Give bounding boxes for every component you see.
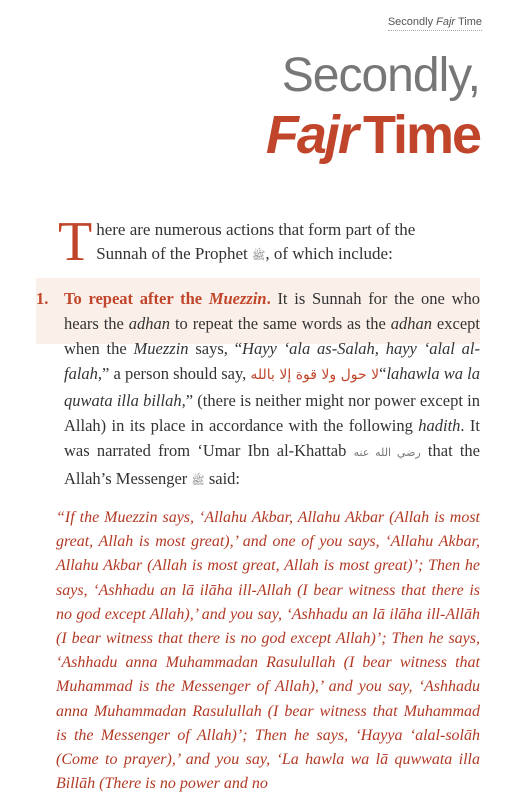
item-text-4-italic: Hayy ‘ala as-Salah, hayy ‘alal al-falah, [64,339,480,383]
intro-paragraph [58,211,462,273]
running-head [388,16,482,31]
honorific-pbuh-icon: ﷺ [191,475,205,487]
item-text-2: to repeat the same words as the [170,314,391,333]
chapter-title-fajr: Fajr [265,105,357,165]
item-text-1: It is Sunnah for the one who hears the [64,289,480,333]
item-heading-b: Muezzin [208,289,267,308]
honorific-radiallahu-icon: رضي الله عنه [353,447,421,459]
list-number: 1. [36,289,49,308]
item-text-6: “ [379,364,387,383]
item-text-10: said: [204,469,240,488]
running-head-suffix: Time [455,16,482,28]
arabic-phrase: لا حول ولا قوة إلا بالله [250,367,380,383]
honorific-pbuh-icon: ﷺ [252,250,266,262]
item-text-6-italic: lahawla wa la quwata illa billah, [64,364,480,410]
item-text-2-italic: adhan [390,314,433,333]
item-heading-a: To repeat after the [64,289,209,308]
hadith-quote: “If the Muezzin says, ‘Allahu Akbar, Allahu Akbar (Allah is most great, Allah is most great),’ and one of you says, ‘Allahu Akbar, Allahu Akbar (Allah is most great, Allah is most great)’; Then he says, ‘Ashhadu an lā ilāha ill-Allah (I bear witness that there is no god except Allah),’ and you say, ‘Ashhadu an lā ilāha ill-Allāh (I bear witness that there is no god except Allah)’; Then he says, ‘Ashhadu anna Muhammadan Rasulullah (I bear witness that Muhammad is the Messenger of Allah),’ and you say, ‘Ashhadu anna Muhammadan Rasulullah (I bear witness that Muhammad is the Messenger of Allah)’; Then he says, ‘Hayya ‘alal-solāh (Come to prayer),’ and you say, ‘La hawla wa lā quwwata illa Billāh (There is no power and no [56,509,480,793]
item-text-3-italic: Muezzin [133,339,189,358]
item-text-7-italic: hadith [418,416,461,435]
item-heading [64,289,271,308]
chapter-title-time: Time [362,105,480,165]
item-heading-c: . [266,289,271,308]
list-item-body [64,286,480,494]
intro-text-end: , of which include: [265,244,393,263]
running-head-italic: Fajr [436,16,456,28]
chapter-title-line1: Secondly, [281,49,480,102]
item-text-5: ” a person should say, [102,364,251,383]
item-text-8: . It was narrated from ‘Umar Ibn al-Khattab [64,416,480,460]
item-text-7: ” (there is neither might nor power except in Allah) in its place in accordance with the following [64,391,480,435]
item-text-9: that the Allah’s Messenger [64,441,480,488]
item-text-1-italic: adhan [128,314,171,333]
item-text-3: except when the [64,314,480,358]
item-text-4: says, “ [188,339,243,358]
drop-cap: T [58,211,93,273]
running-head-prefix: Secondly [387,16,437,28]
chapter-title-line2 [265,105,480,165]
list-item-1 [36,286,480,494]
intro-text: here are numerous actions that form part of the Sunnah of the Prophet [96,220,416,263]
